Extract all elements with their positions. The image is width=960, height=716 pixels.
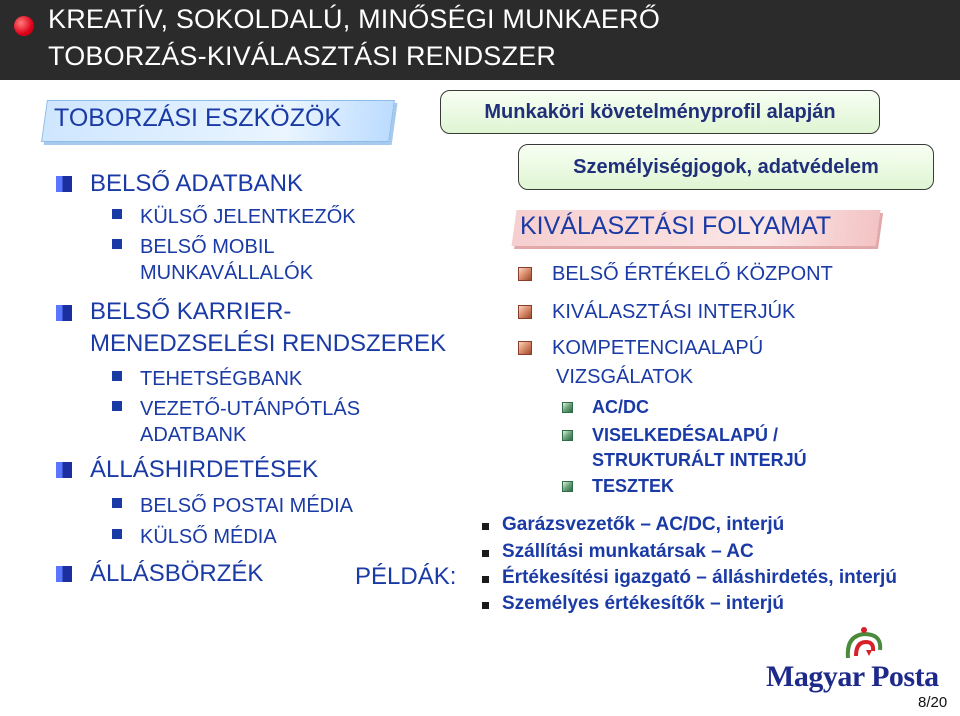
selection-title: KIVÁLASZTÁSI FOLYAMAT bbox=[520, 212, 832, 240]
magyar-posta-logo-text: Magyar Posta bbox=[766, 660, 939, 693]
utanpotlas-line1: VEZETŐ-UTÁNPÓTLÁS bbox=[140, 398, 361, 420]
level2-bullet-icon bbox=[112, 209, 122, 219]
rights-box: Személyiségjogok, adatvédelem bbox=[518, 144, 934, 190]
example-bullet-icon bbox=[482, 602, 489, 609]
level2-bullet-icon bbox=[562, 481, 573, 492]
level2-bullet-icon bbox=[112, 401, 122, 411]
bullet-dot-icon bbox=[14, 16, 34, 36]
belso-adatbank: BELSŐ ADATBANK bbox=[90, 170, 303, 197]
level1-bullet-icon bbox=[518, 305, 532, 319]
kompetencia-line1: KOMPETENCIAALAPÚ bbox=[552, 337, 764, 359]
example-item: Szállítási munkatársak – AC bbox=[502, 541, 754, 562]
allashirdetesek: ÁLLÁSHIRDETÉSEK bbox=[90, 456, 319, 483]
karrier-line2: MENEDZSELÉSI RENDSZEREK bbox=[90, 330, 447, 357]
level1-bullet-icon bbox=[56, 305, 72, 321]
tools-title: TOBORZÁSI ESZKÖZÖK bbox=[54, 104, 342, 132]
allasborze: ÁLLÁSBÖRZÉK bbox=[90, 560, 264, 587]
posthorn-logo-icon bbox=[842, 626, 886, 664]
tesztek: TESZTEK bbox=[592, 476, 675, 496]
ertekelo-kozpont: BELSŐ ÉRTÉKELŐ KÖZPONT bbox=[552, 263, 833, 285]
level1-bullet-icon bbox=[56, 176, 72, 192]
page-number: 8/20 bbox=[918, 694, 948, 711]
level2-bullet-icon bbox=[112, 371, 122, 381]
acdc: AC/DC bbox=[592, 397, 649, 417]
example-bullet-icon bbox=[482, 576, 489, 583]
viselkedes-line1: VISELKEDÉSALAPÚ / bbox=[592, 425, 779, 445]
kulso-media: KÜLSŐ MÉDIA bbox=[140, 526, 277, 548]
example-item: Személyes értékesítők – interjú bbox=[502, 593, 784, 614]
examples-label: PÉLDÁK: bbox=[355, 563, 457, 590]
level2-bullet-icon bbox=[112, 498, 122, 508]
karrier-line1: BELSŐ KARRIER- bbox=[90, 298, 292, 325]
level1-bullet-icon bbox=[518, 341, 532, 355]
level2-bullet-icon bbox=[562, 430, 573, 441]
profile-box: Munkaköri követelményprofil alapján bbox=[440, 90, 880, 134]
kulso-jelentkezok: KÜLSŐ JELENTKEZŐK bbox=[140, 206, 356, 228]
kompetencia-line2: VIZSGÁLATOK bbox=[556, 366, 694, 388]
level2-bullet-icon bbox=[112, 529, 122, 539]
level1-bullet-icon bbox=[518, 267, 532, 281]
level1-bullet-icon bbox=[56, 462, 72, 478]
utanpotlas-line2: ADATBANK bbox=[140, 424, 247, 446]
level1-bullet-icon bbox=[56, 566, 72, 582]
example-bullet-icon bbox=[482, 523, 489, 530]
example-bullet-icon bbox=[482, 550, 489, 557]
level2-bullet-icon bbox=[112, 239, 122, 249]
level2-bullet-icon bbox=[562, 402, 573, 413]
slide-header bbox=[0, 0, 960, 80]
viselkedes-line2: STRUKTURÁLT INTERJÚ bbox=[592, 450, 807, 470]
belso-postai-media: BELSŐ POSTAI MÉDIA bbox=[140, 495, 354, 517]
header-title-line1: KREATÍV, SOKOLDALÚ, MINŐSÉGI MUNKAERŐ bbox=[48, 4, 661, 34]
belso-mobil-line1: BELSŐ MOBIL bbox=[140, 236, 275, 258]
belso-mobil-line2: MUNKAVÁLLALÓK bbox=[140, 262, 314, 284]
example-item: Értékesítési igazgató – álláshirdetés, interjú bbox=[502, 567, 897, 588]
example-item: Garázsvezetők – AC/DC, interjú bbox=[502, 514, 785, 535]
tehetsegbank: TEHETSÉGBANK bbox=[140, 368, 303, 390]
kivalasztasi-interjuk: KIVÁLASZTÁSI INTERJÚK bbox=[552, 301, 796, 323]
header-title-line2: TOBORZÁS-KIVÁLASZTÁSI RENDSZER bbox=[48, 41, 557, 71]
